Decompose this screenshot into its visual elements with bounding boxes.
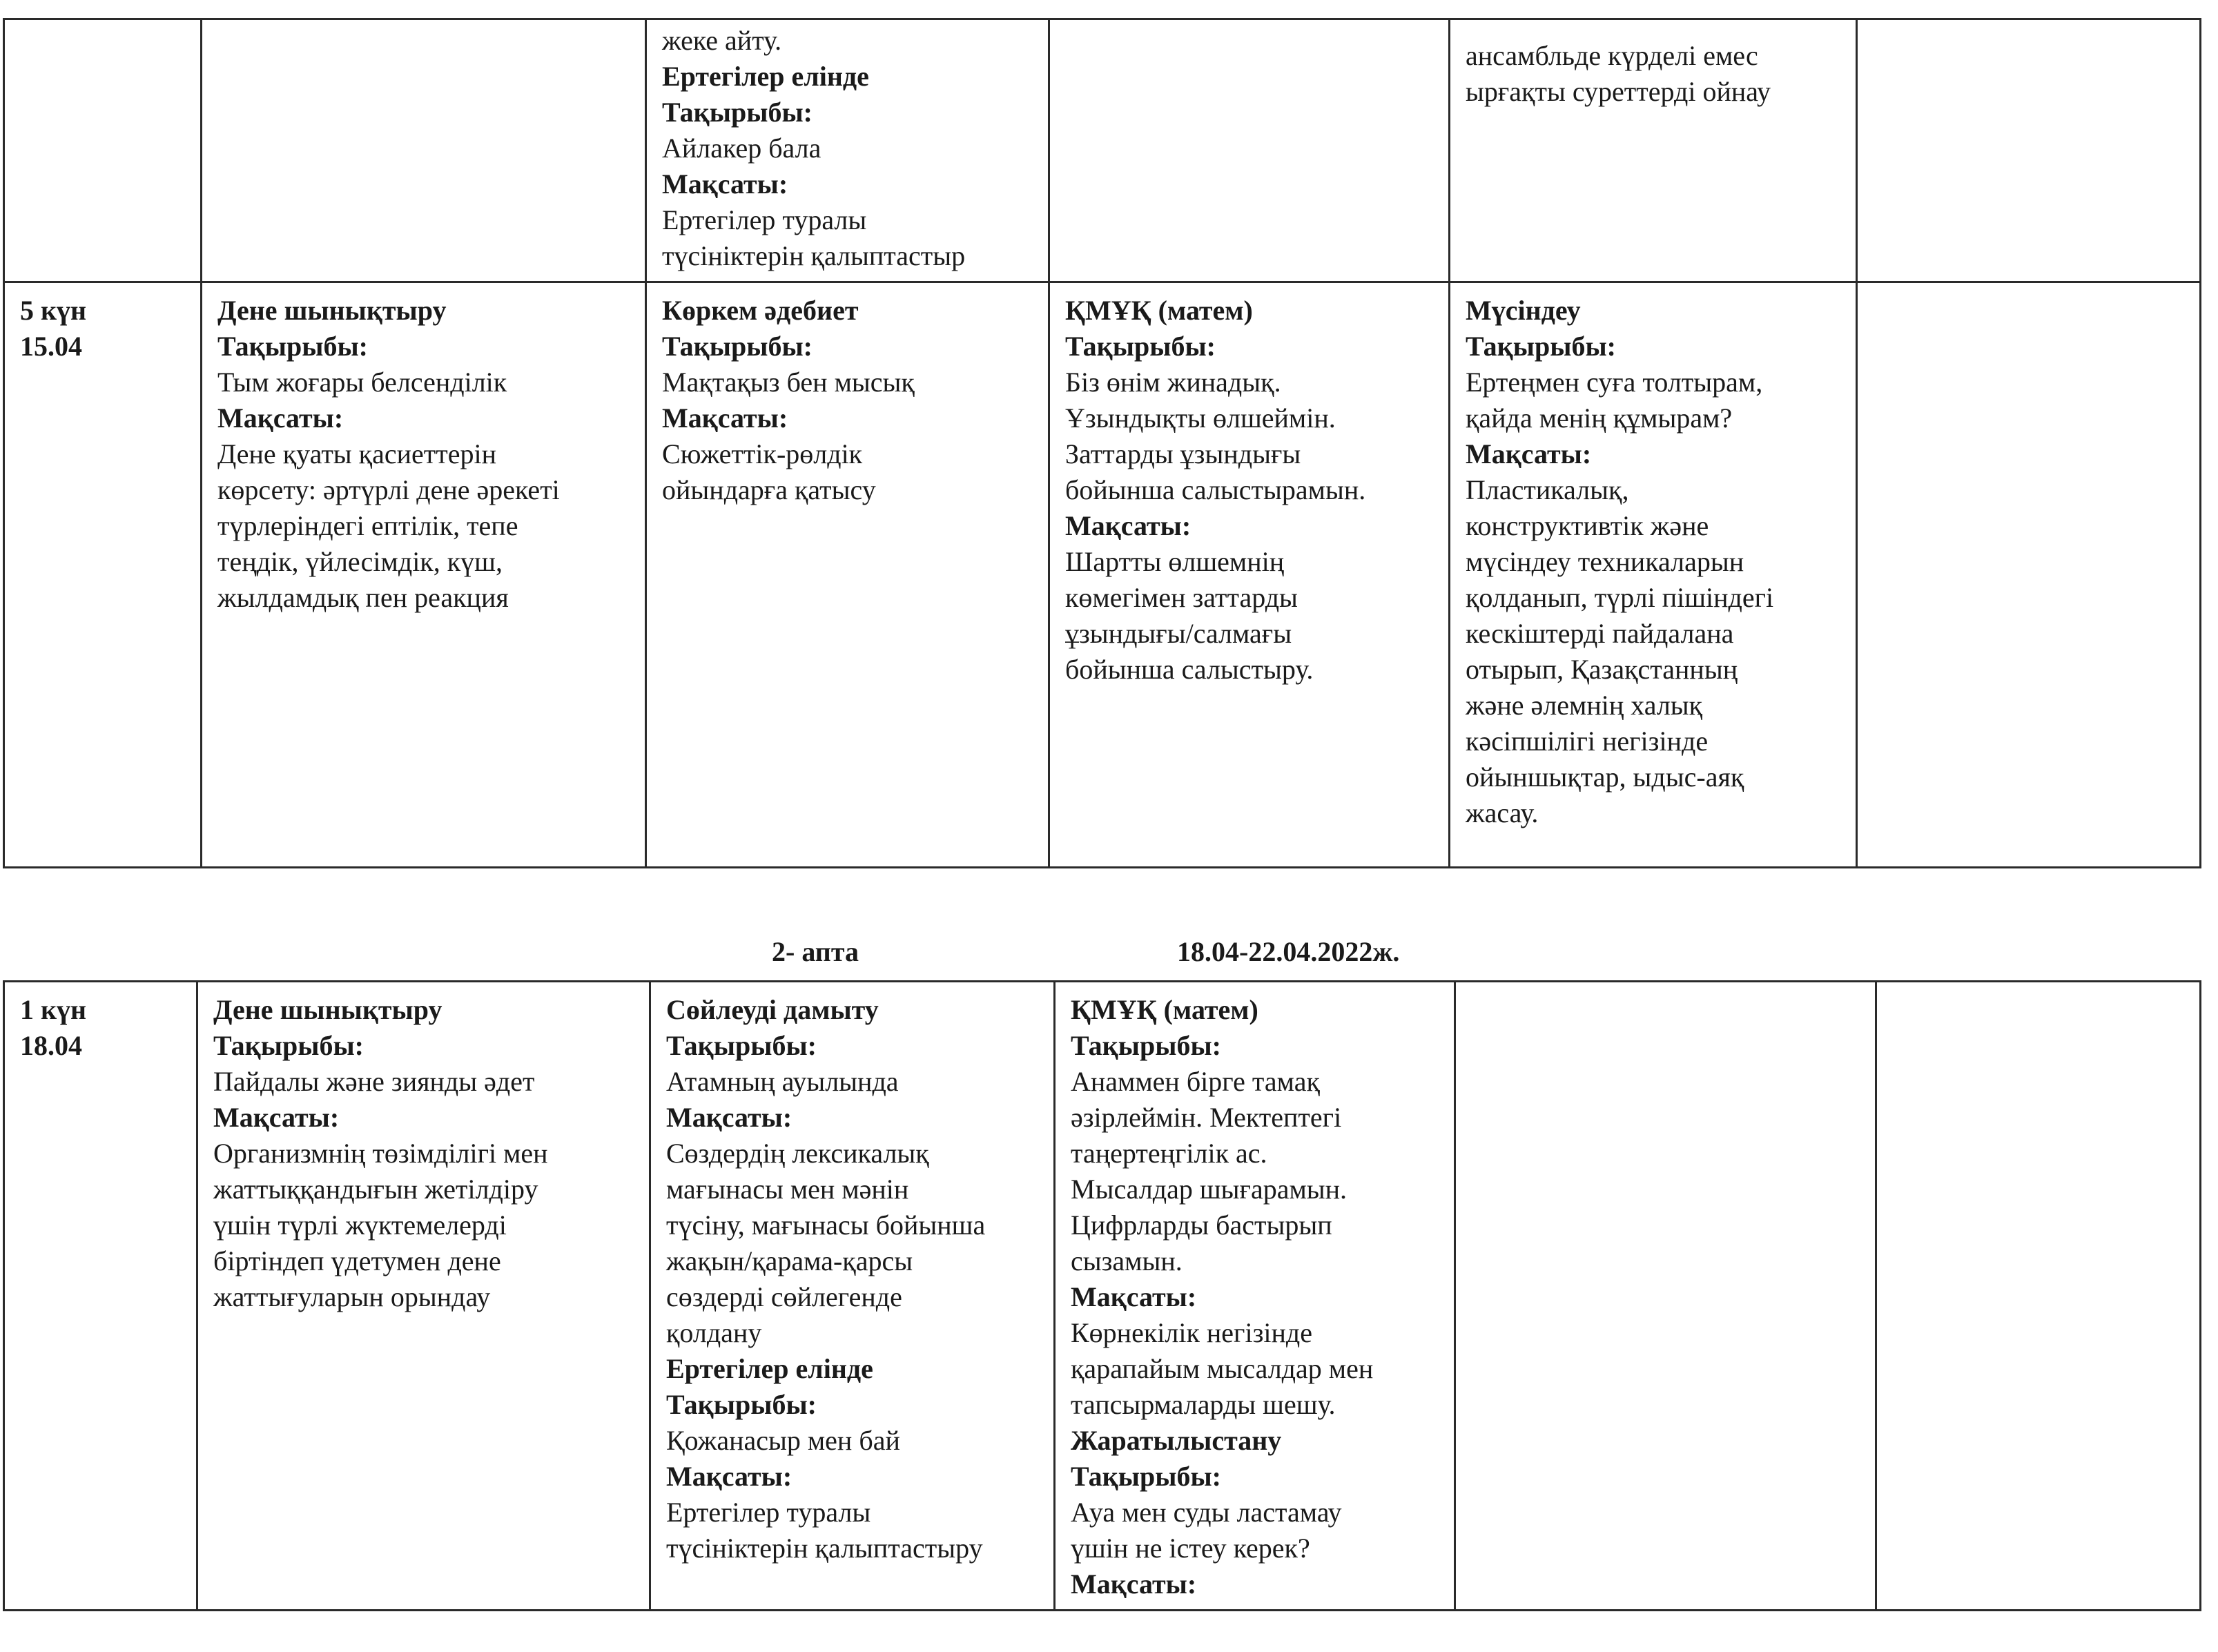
activity-cell	[650, 982, 1055, 1611]
activity-cell	[1049, 282, 1450, 868]
cell-text: конструктивтік және	[1466, 510, 1709, 541]
cell-heading: Ертегілер елінде	[662, 61, 869, 92]
cell-heading: Жаратылыстану	[1071, 1425, 1282, 1456]
cell-text: Ауа мен суды ластамау	[1071, 1497, 1342, 1528]
cell-text: мүсіндеу техникаларын	[1466, 546, 1744, 577]
cell-text: Ертегілер туралы	[662, 204, 867, 235]
cell-heading: Мақсаты:	[217, 402, 344, 434]
cell-heading: Тақырыбы:	[213, 1030, 364, 1061]
cell-text: жеке айту.	[662, 25, 782, 56]
cell-heading: Тақырыбы:	[666, 1030, 817, 1061]
activity-cell	[202, 282, 646, 868]
cell-text: үшін түрлі жүктемелерді	[213, 1209, 507, 1241]
cell-text: көмегімен заттарды	[1065, 582, 1298, 613]
week-label: 2- апта	[772, 936, 859, 967]
activity-cell	[197, 982, 650, 1611]
schedule-table-week1	[3, 18, 2201, 868]
week-dates: 18.04-22.04.2022ж.	[1177, 936, 1400, 967]
day-cell	[4, 982, 197, 1611]
activity-cell	[202, 19, 646, 282]
cell-heading: Ертегілер елінде	[666, 1353, 873, 1384]
cell-text: жаттығуларын орындау	[213, 1281, 491, 1312]
cell-text: түсіну, мағынасы бойынша	[666, 1209, 986, 1241]
cell-text: сызамын.	[1071, 1245, 1183, 1276]
cell-heading: Мақсаты:	[213, 1102, 340, 1133]
cell-heading: Тақырыбы:	[217, 331, 368, 362]
cell-text: кәсіпшілігі негізінде	[1466, 726, 1709, 757]
cell-text: біртіндеп үдетумен дене	[213, 1245, 501, 1276]
table-row	[4, 282, 2201, 868]
cell-heading: Мақсаты:	[662, 402, 788, 434]
cell-text: түрлеріндегі ептілік, тепе	[217, 510, 518, 541]
cell-text: Цифрларды бастырып	[1071, 1209, 1332, 1241]
cell-text: жақын/қарама-қарсы	[666, 1245, 913, 1276]
activity-cell	[646, 282, 1049, 868]
cell-heading: 1 күн	[20, 994, 87, 1025]
cell-heading: ҚМҰҚ (матем)	[1071, 994, 1258, 1025]
cell-text: Тым жоғары белсенділік	[217, 367, 507, 398]
cell-text: Организмнің төзімділігі мен	[213, 1138, 548, 1169]
empty-cell	[1455, 982, 1876, 1611]
cell-text: Анаммен бірге тамақ	[1071, 1066, 1320, 1097]
cell-text: қарапайым мысалдар мен	[1071, 1353, 1374, 1384]
cell-text: отырып, Қазақстанның	[1466, 654, 1738, 685]
day-cell	[4, 19, 202, 282]
cell-text: Шартты өлшемнің	[1065, 546, 1285, 577]
cell-heading: Мақсаты:	[666, 1461, 792, 1492]
cell-text: ойындарға қатысу	[662, 474, 876, 505]
cell-heading: 15.04	[20, 331, 82, 362]
cell-heading: 5 күн	[20, 295, 87, 326]
cell-text: Пайдалы және зиянды әдет	[213, 1066, 535, 1097]
cell-heading: 18.04	[20, 1030, 82, 1061]
cell-text: жаттыққандығын жетілдіру	[213, 1174, 538, 1205]
table-row	[4, 19, 2201, 282]
cell-text: ұзындығы/салмағы	[1065, 618, 1292, 649]
empty-cell	[1857, 19, 2201, 282]
cell-text: ырғақты суреттерді ойнау	[1466, 76, 1771, 107]
cell-heading: Дене шынықтыру	[213, 994, 442, 1025]
cell-text: Қожанасыр мен бай	[666, 1425, 900, 1456]
cell-heading: Көркем әдебиет	[662, 295, 859, 326]
cell-text: және әлемнің халық	[1466, 690, 1703, 721]
cell-text: қолданып, түрлі пішіндегі	[1466, 582, 1774, 613]
cell-heading: Дене шынықтыру	[217, 295, 447, 326]
empty-cell	[1857, 282, 2201, 868]
cell-heading: Тақырыбы:	[1071, 1461, 1221, 1492]
cell-text: кескіштерді пайдалана	[1466, 618, 1734, 649]
cell-text: Ертеңмен суға толтырам,	[1466, 367, 1763, 398]
cell-text: түсініктерін қалыптастыр	[662, 240, 966, 271]
cell-text: Мысалдар шығарамын.	[1071, 1174, 1348, 1205]
cell-text: таңертеңгілік ас.	[1071, 1138, 1267, 1169]
cell-heading: Мақсаты:	[1071, 1281, 1197, 1312]
cell-text: бойынша салыстыру.	[1065, 654, 1314, 685]
cell-heading: Тақырыбы:	[1466, 331, 1616, 362]
cell-text: мағынасы мен мәнін	[666, 1174, 909, 1205]
cell-heading: Тақырыбы:	[662, 331, 813, 362]
cell-text: Сюжеттік-рөлдік	[662, 438, 863, 469]
schedule-table-week2	[3, 980, 2201, 1611]
cell-text: жасау.	[1466, 797, 1539, 828]
day-cell	[4, 282, 202, 868]
activity-cell	[1450, 282, 1857, 868]
cell-text: теңдік, үйлесімдік, күш,	[217, 546, 503, 577]
cell-heading: Тақырыбы:	[662, 97, 813, 128]
cell-text: Айлакер бала	[662, 133, 821, 164]
cell-text: Атамның ауылында	[666, 1066, 899, 1097]
cell-heading: Тақырыбы:	[1065, 331, 1216, 362]
activity-cell	[1450, 19, 1857, 282]
cell-heading: ҚМҰҚ (матем)	[1065, 295, 1253, 326]
cell-text: Сөздердің лексикалық	[666, 1138, 929, 1169]
cell-heading: Мақсаты:	[1071, 1568, 1197, 1600]
cell-text: қайда менің құмырам?	[1466, 402, 1733, 434]
cell-text: Ертегілер туралы	[666, 1497, 871, 1528]
cell-text: жылдамдық пен реакция	[217, 582, 509, 613]
cell-text: Ұзындықты өлшеймін.	[1065, 402, 1336, 434]
activity-cell	[1049, 19, 1450, 282]
cell-heading: Сөйлеуді дамыту	[666, 994, 879, 1025]
cell-text: үшін не істеу керек?	[1071, 1533, 1310, 1564]
cell-heading: Тақырыбы:	[1071, 1030, 1221, 1061]
cell-heading: Тақырыбы:	[666, 1389, 817, 1420]
cell-text: сөздерді сөйлегенде	[666, 1281, 902, 1312]
table-row	[4, 982, 2201, 1611]
cell-text: тапсырмаларды шешу.	[1071, 1389, 1336, 1420]
cell-heading: Мақсаты:	[666, 1102, 792, 1133]
cell-heading: Мақсаты:	[1065, 510, 1191, 541]
activity-cell	[646, 19, 1049, 282]
cell-text: ансамбльде күрделі емес	[1466, 40, 1758, 71]
cell-text: Пластикалық,	[1466, 474, 1629, 505]
cell-text: Дене қуаты қасиеттерін	[217, 438, 497, 469]
cell-text: Заттарды ұзындығы	[1065, 438, 1301, 469]
cell-text: Біз өнім жинадық.	[1065, 367, 1281, 398]
empty-cell	[1876, 982, 2201, 1611]
cell-heading: Мақсаты:	[1466, 438, 1592, 469]
cell-text: Көрнекілік негізінде	[1071, 1317, 1312, 1348]
cell-text: қолдану	[666, 1317, 762, 1348]
cell-heading: Мақсаты:	[662, 168, 788, 200]
cell-text: көрсету: әртүрлі дене әрекеті	[217, 474, 560, 505]
cell-text: ойыншықтар, ыдыс-аяқ	[1466, 761, 1744, 793]
cell-text: әзірлеймін. Мектептегі	[1071, 1102, 1342, 1133]
cell-text: бойынша салыстырамын.	[1065, 474, 1366, 505]
cell-heading: Мүсіндеу	[1466, 295, 1581, 326]
cell-text: түсініктерін қалыптастыру	[666, 1533, 983, 1564]
activity-cell	[1055, 982, 1455, 1611]
cell-text: Мақтақыз бен мысық	[662, 367, 915, 398]
